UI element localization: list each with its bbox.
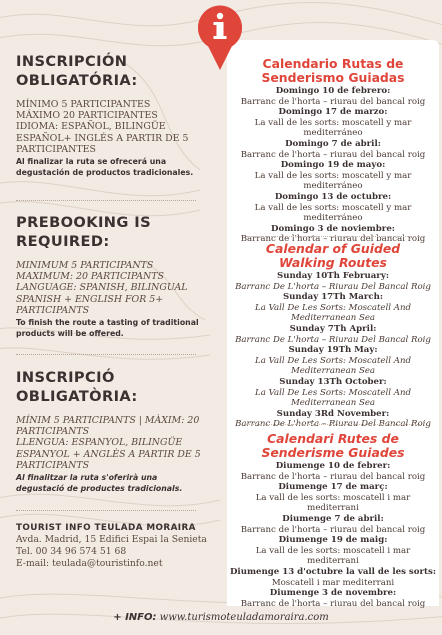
list-item — [227, 160, 439, 192]
list-item — [227, 139, 439, 160]
item-date: Diumenge 13 d'octubre la vall de les sorts: — [229, 566, 437, 577]
calendar-english-items — [227, 271, 439, 430]
section-valencian-title: INSCRIPCIÓ OBLIGATÒRIA: — [16, 369, 138, 405]
section-spanish-lines: MÍNIMO 5 PARTICIPANTES MÁXIMO 20 PARTICIPANTES IDIOMA: ESPAÑOL, BILINGÜE ESPAÑOL+ INGLÉS A PARTIR DE 5 PARTICIPANTES — [16, 99, 189, 155]
section-english-title: PREBOOKING IS REQUIRED: — [16, 214, 151, 250]
divider — [16, 510, 196, 511]
item-date: Domingo 7 de abril: — [285, 138, 381, 149]
item-date: Sunday 3Rd November: — [276, 408, 390, 419]
item-route: La Vall De Les Sorts: Moscatell And Mediterranean Sea — [255, 387, 411, 409]
item-route: Barranc de l'horta – riurau del bancal roig — [240, 96, 426, 107]
tourist-info — [16, 522, 216, 570]
tourist-info-email[interactable]: E-mail: teulada@touristinfo.net — [16, 558, 163, 569]
list-item — [227, 107, 439, 139]
calendar-valencian-items — [227, 461, 439, 609]
list-item — [227, 514, 439, 535]
list-item — [227, 192, 439, 224]
list-item — [227, 482, 439, 514]
item-date: Diumenge 3 de novembre: — [269, 588, 397, 599]
list-item — [227, 86, 439, 107]
item-route: La vall de les sorts: moscatell i mar mediterrani — [255, 492, 411, 514]
section-english-lines: MINIMUM 5 PARTICIPANTS MAXIMUM: 20 PARTICIPANTS LANGUAGE: SPANISH, BILINGUAL SPANISH + ENGLISH FOR 5+ PARTICIPANTS — [16, 260, 188, 316]
item-date: Sunday 13Th October: — [279, 376, 387, 387]
item-date: Diumenge 17 de març: — [278, 482, 388, 493]
item-route: La vall de les sorts: moscatell i mar mediterrani — [255, 545, 411, 567]
item-route: La vall de les sorts: moscatell y mar mediterráneo — [254, 202, 412, 224]
item-route: La vall de les sorts: moscatell y mar mediterráneo — [254, 170, 412, 192]
item-route: La Vall De Les Sorts: Moscatell And Mediterranean Sea — [255, 302, 411, 324]
divider — [246, 236, 420, 237]
item-date: Sunday 19Th May: — [288, 345, 378, 356]
list-item — [227, 324, 439, 345]
list-item — [227, 292, 439, 324]
item-route: Barranc de l'horta – riurau del bancal roig — [240, 149, 426, 160]
tourist-info-title: TOURIST INFO TEULADA MORAIRA — [16, 523, 196, 533]
section-english-body — [16, 260, 208, 316]
item-date: Diumenge 7 de abril: — [282, 513, 384, 524]
divider — [16, 200, 196, 201]
item-route: Barranc De L'horta – Riurau Del Bancal Roig — [235, 281, 431, 292]
list-item — [227, 567, 439, 588]
item-route: Barranc de l'horta – riurau del bancal roig — [240, 598, 426, 609]
item-route: La vall de les sorts: moscatell y mar mediterráneo — [254, 117, 412, 139]
section-spanish-body — [16, 99, 208, 155]
footer — [0, 612, 442, 623]
section-valencian-lines: MÍNIM 5 PARTICIPANTS | MÀXIM: 20 PARTICIPANTS LLENGUA: ESPANYOL, BILINGÜE ESPANYOL + ANGLÈS A PARTIR DE 5 PARTICIPANTS — [16, 415, 201, 471]
item-route: Barranc De L'horta – Riurau Del Bancal Roig — [235, 419, 431, 430]
item-date: Sunday 17Th March: — [282, 292, 384, 303]
section-valencian-note: Al finalitzar la ruta s'oferirà una degustació de productes tradicionals. — [16, 473, 183, 494]
calendar-spanish-items — [227, 86, 439, 245]
item-route: Moscatell i mar mediterrani — [271, 577, 395, 588]
calendar-valencian — [227, 432, 439, 609]
section-spanish-note: Al finalizar la ruta se ofrecerá una degustación de productos tradicionales. — [16, 157, 194, 178]
calendar-spanish — [227, 57, 439, 245]
section-english-note: To finish the route a tasting of traditional products will be offered. — [16, 318, 199, 339]
item-route: Barranc de l'horta – riurau del bancal roig — [240, 234, 426, 245]
tourist-info-phone: Tel. 00 34 96 574 51 68 — [16, 546, 127, 557]
list-item — [227, 461, 439, 482]
divider — [16, 354, 196, 355]
item-date: Sunday 7Th April: — [289, 323, 377, 334]
calendar-valencian-title: Calendari Rutes de Senderisme Guiades — [261, 431, 405, 460]
section-spanish — [16, 52, 208, 178]
calendar-english-title: Calendar of Guided Walking Routes — [265, 241, 401, 270]
item-date: Diumenge 10 de febrer: — [275, 461, 391, 471]
section-valencian-body — [16, 415, 208, 471]
item-date: Domingo 13 de octubre: — [274, 191, 392, 202]
item-date: Domingo 17 de marzo: — [278, 107, 388, 118]
list-item — [227, 535, 439, 567]
calendar-spanish-title: Calendario Rutas de Senderismo Guiadas — [261, 56, 405, 85]
list-item — [227, 409, 439, 430]
list-item — [227, 345, 439, 377]
list-item — [227, 271, 439, 292]
section-valencian — [16, 368, 208, 494]
item-date: Domingo 19 de mayo: — [280, 160, 386, 171]
item-route: Barranc De L'horta – Riurau Del Bancal Roig — [235, 334, 431, 345]
calendar-english — [227, 242, 439, 430]
footer-label: + INFO: — [113, 612, 157, 623]
section-spanish-title: INSCRIPCIÓN OBLIGATÓRIA: — [16, 53, 138, 89]
item-date: Domingo 10 de febrero: — [275, 86, 391, 96]
tourist-info-address: Avda. Madrid, 15 Edifici Espai la Senieta — [16, 534, 207, 545]
item-route: La Vall De Les Sorts: Moscatell And Mediterranean Sea — [255, 355, 411, 377]
item-route: Barranc de l'horta – riurau del bancal roig — [240, 524, 426, 535]
item-date: Sunday 10Th February: — [276, 271, 389, 281]
list-item — [227, 377, 439, 409]
item-route: Barranc de l'horta – riurau del bancal roig — [240, 471, 426, 482]
list-item — [227, 588, 439, 609]
website-link[interactable]: www.turismoteuladamoraira.com — [159, 612, 329, 623]
item-date: Diumenge 19 de maig: — [278, 535, 388, 546]
item-date: Domingo 3 de noviembre: — [271, 223, 395, 234]
section-english — [16, 213, 208, 339]
divider — [246, 424, 420, 425]
